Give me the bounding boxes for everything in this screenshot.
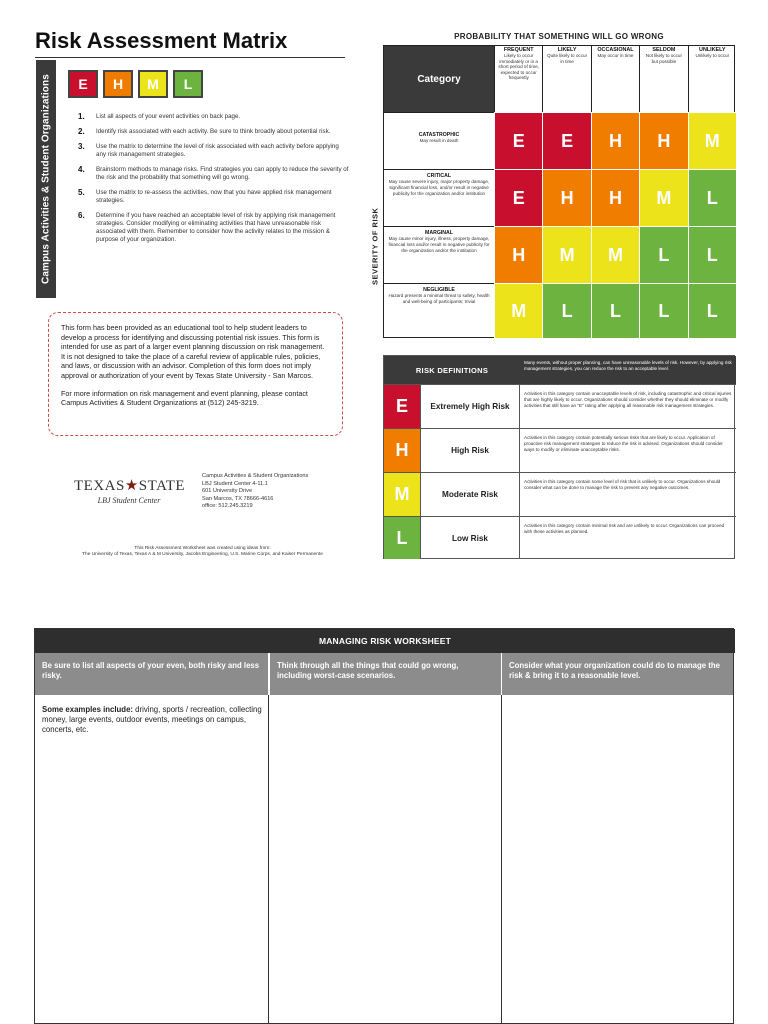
category-header: Category [384, 46, 494, 112]
severity-name: NEGLIGIBLE [423, 287, 455, 293]
logo-text-left: TEXAS [74, 478, 125, 494]
examples-list: driving, sports / recreation, collecting money, large events, outdoor events, meetings on campus, concerts, etc. [42, 705, 262, 734]
address-line: office: 512.245.3219 [202, 503, 253, 510]
address-line: San Marcos, TX 78666-4616 [202, 495, 274, 502]
worksheet-divider [268, 695, 269, 1024]
instruction-steps [78, 113, 350, 251]
severity-row-label [384, 283, 494, 338]
logo-subtitle: LBJ Student Center [97, 496, 161, 505]
definition-row-l [384, 516, 736, 559]
probability-column [494, 46, 542, 112]
definition-letter: L [384, 517, 420, 559]
probability-desc: Not likely to occur but possible [645, 53, 683, 64]
step-number: 6. [78, 211, 85, 220]
risk-matrix [370, 45, 735, 338]
severity-desc: Hazard presents a minimal threat to safety, health and well-being of participants; trivial [388, 293, 490, 304]
severity-name: CATASTROPHIC [418, 132, 460, 138]
address-line: 601 University Drive [202, 488, 253, 495]
legend-chip-l: L [173, 70, 203, 98]
matrix-cell-e: E [542, 112, 590, 169]
severity-name: CRITICAL [426, 173, 452, 179]
probability-column [591, 46, 639, 112]
step-text: Determine if you have reached an acceptable level of risk by applying risk management strategies. Consider modifying or eliminating activities that have unreasonable risk associated with them. Remember to consider how the activity relates to the mission & purpose of your organization. [96, 212, 336, 243]
step-text: Use the matrix to determine the level of risk associated with each activity before applying any risk management strategies. [96, 143, 339, 158]
matrix-cell-h: H [591, 112, 639, 169]
definition-text: Activities in this category contain minimal risk and are unlikely to occur. Organizations can proceed with these activities as planned. [524, 523, 725, 534]
definition-name: Low Risk [420, 517, 520, 559]
matrix-cell-h: H [591, 169, 639, 226]
definition-letter: E [384, 385, 420, 428]
probability-name: FREQUENT [503, 47, 534, 53]
severity-row-label [384, 226, 494, 283]
side-label: Campus Activities & Student Organizations [36, 60, 56, 298]
credits-note [40, 546, 365, 559]
step-item [78, 128, 350, 136]
definition-letter: H [384, 429, 420, 472]
definition-name: High Risk [420, 429, 520, 472]
step-item [78, 189, 350, 205]
matrix-cell-l: L [542, 283, 590, 338]
probability-desc: Likely to occur immediately or in a short period of time, expected to occur frequently [498, 53, 539, 81]
severity-axis-label: SEVERITY OF RISK [370, 207, 380, 285]
severity-desc: May cause severe injury, major property damage, significant financial loss, and/or result in negative publicity for the organization and/or institution [388, 179, 490, 196]
worksheet-column-header: Think through all the things that could go wrong, including worst-case scenarios. [269, 653, 501, 695]
probability-desc: May occur in time [597, 53, 634, 58]
managing-risk-worksheet [34, 628, 734, 1024]
star-icon: ★ [124, 478, 139, 494]
step-number: 4. [78, 165, 85, 174]
probability-column [688, 46, 736, 112]
worksheet-divider [501, 695, 502, 1024]
step-item [78, 212, 350, 244]
definition-name: Moderate Risk [420, 473, 520, 516]
probability-column [639, 46, 687, 112]
step-number: 2. [78, 127, 85, 136]
matrix-cell-l: L [688, 283, 736, 338]
contact-text: For more information on risk management and event planning, please contact Campus Activities & Student Organizations at (512) 245-3219. [61, 388, 308, 408]
matrix-cell-m: M [688, 112, 736, 169]
matrix-cell-h: H [494, 226, 542, 283]
step-number: 5. [78, 188, 85, 197]
step-text: Identify risk associated with each activity. Be sure to think broadly about potential risk. [96, 128, 331, 135]
step-item [78, 113, 350, 121]
matrix-cell-h: H [639, 112, 687, 169]
matrix-cell-l: L [639, 283, 687, 338]
matrix-cell-m: M [542, 226, 590, 283]
severity-name: MARGINAL [425, 230, 453, 236]
step-item [78, 166, 350, 182]
worksheet-column-header: Be sure to list all aspects of your even, both risky and less risky. [35, 653, 268, 695]
matrix-cell-e: E [494, 112, 542, 169]
definition-name: Extremely High Risk [420, 385, 520, 428]
definitions-intro: Many events, without proper planning, can have unreasonable levels of risk. However, by applying risk management strategies, you can reduce the risk to an acceptable level. [524, 360, 732, 371]
definitions-title: RISK DEFINITIONS [415, 365, 489, 375]
definition-row-e [384, 384, 736, 428]
matrix-cell-m: M [591, 226, 639, 283]
step-number: 3. [78, 142, 85, 151]
legend-chip-h: H [103, 70, 133, 98]
risk-level-legend [68, 70, 203, 98]
credits-line: This Risk Assessment Worksheet was created using ideas from: [134, 546, 271, 551]
matrix-cell-l: L [688, 226, 736, 283]
legend-chip-m: M [138, 70, 168, 98]
office-address [202, 473, 308, 511]
probability-column [542, 46, 590, 112]
matrix-cell-m: M [639, 169, 687, 226]
disclaimer-box [48, 312, 343, 436]
probability-name: SELDOM [652, 47, 676, 53]
disclaimer-text: This form has been provided as an educational tool to help student leaders to develop a process for identifying and discussing potential risk issues. This form is intended for use as part of a larger event planning discussion on risk management. It is not designed to take the place of a careful review of applicable rules, policies, and laws, or discussion with an advisor. Completion of this form does not imply approval or authorization of your event by Texas State University - San Marcos. [61, 323, 325, 380]
severity-row-label [384, 169, 494, 226]
severity-row-label [384, 112, 494, 169]
definitions-header [384, 356, 736, 384]
step-text: Brainstorm methods to manage risks. Find strategies you can apply to reduce the severity of the risk and the probability that something will go wrong. [96, 166, 349, 181]
step-number: 1. [78, 112, 85, 121]
severity-desc: May cause minor injury, illness, property damage, financial loss and/or result in negative publicity for the organization and/or the institution [388, 236, 490, 253]
matrix-cell-l: L [591, 283, 639, 338]
title-divider [35, 57, 345, 58]
risk-definitions [383, 355, 735, 559]
credits-line: The University of Texas, Texas A & M University, Jacobs Engineering, U.S. Marine Corps, and Kaiser Permanente [82, 552, 323, 558]
definition-text: Activities in this category contain potentially serious risks that are likely to occur. Application of proactive risk management strategies to reduce the risk is advised. Organizations should consider ways to modify or eliminate unacceptable risks. [524, 435, 723, 452]
worksheet-title: MANAGING RISK WORKSHEET [35, 629, 735, 653]
severity-desc: May result in death [419, 138, 459, 143]
worksheet-column-header: Consider what your organization could do to manage the risk & bring it to a reasonable level. [501, 653, 733, 695]
probability-title: PROBABILITY THAT SOMETHING WILL GO WRONG [454, 32, 664, 41]
step-text: List all aspects of your event activities on back page. [96, 113, 241, 120]
matrix-cell-l: L [639, 226, 687, 283]
definition-row-h [384, 428, 736, 472]
examples-label: Some examples include: [42, 705, 133, 714]
definition-row-m [384, 472, 736, 516]
probability-name: UNLIKELY [699, 47, 726, 53]
probability-desc: Quite likely to occur in time [547, 53, 588, 64]
probability-desc: Unlikely to occur [695, 53, 730, 58]
probability-name: LIKELY [557, 47, 577, 53]
matrix-cell-e: E [494, 169, 542, 226]
page-title: Risk Assessment Matrix [35, 28, 288, 53]
examples-text [42, 705, 262, 735]
matrix-cell-l: L [688, 169, 736, 226]
address-line: LBJ Student Center 4-11.1 [202, 480, 268, 487]
texas-state-logo [74, 476, 184, 505]
legend-chip-e: E [68, 70, 98, 98]
probability-name: OCCASIONAL [597, 47, 634, 53]
matrix-cell-h: H [542, 169, 590, 226]
step-item [78, 143, 350, 159]
matrix-cell-m: M [494, 283, 542, 338]
logo-text-right: STATE [138, 478, 186, 494]
definition-text: Activities in this category contain unacceptable levels of risk, including catastrophic and critical injuries that are highly likely to occur. Organizations should consider whether they should eliminate or modify activities that still have an "E" rating after applying all reasonable risk management strategies. [524, 391, 732, 408]
step-text: Use the matrix to re-assess the activities, now that you have applied risk management strategies. [96, 189, 332, 204]
address-line: Campus Activities & Student Organizations [202, 473, 309, 479]
definition-letter: M [384, 473, 420, 516]
definition-text: Activities in this category contain some level of risk that is unlikely to occur. Organizations should consider what can be done to manage the risk to prevent any negative outcomes. [524, 479, 721, 490]
